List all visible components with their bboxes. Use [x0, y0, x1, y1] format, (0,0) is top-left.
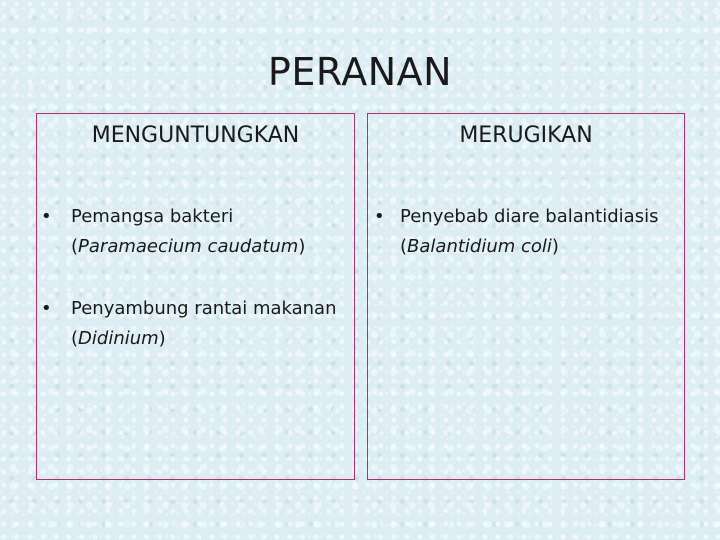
bullet-icon: •	[41, 298, 52, 319]
panel-header-menguntungkan: MENGUNTUNGKAN	[91, 123, 300, 148]
paren-close: )	[551, 236, 559, 257]
paren-open: (	[400, 236, 408, 257]
paren-open: (	[71, 328, 79, 349]
paren-close: )	[298, 236, 306, 257]
item-text: Pemangsa bakteri	[71, 206, 234, 227]
list-item	[368, 202, 684, 262]
paren-open: (	[71, 236, 79, 257]
panel-merugikan	[367, 113, 685, 480]
item-text: Penyambung rantai makanan	[71, 298, 337, 319]
bullet-icon: •	[374, 206, 385, 227]
list-item	[37, 294, 354, 354]
panel-header-merugikan: MERUGIKAN	[459, 123, 593, 148]
list-menguntungkan	[37, 202, 354, 386]
slide-title: PERANAN	[267, 50, 453, 94]
bullet-icon: •	[41, 206, 52, 227]
latin-name: Paramaecium caudatum	[78, 236, 299, 257]
panel-menguntungkan	[36, 113, 355, 480]
latin-name: Balantidium coli	[407, 236, 552, 257]
item-text: Penyebab diare balantidiasis	[400, 206, 659, 227]
list-merugikan	[368, 202, 684, 294]
latin-name: Didinium	[78, 328, 159, 349]
paren-close: )	[158, 328, 166, 349]
list-item	[37, 202, 354, 262]
